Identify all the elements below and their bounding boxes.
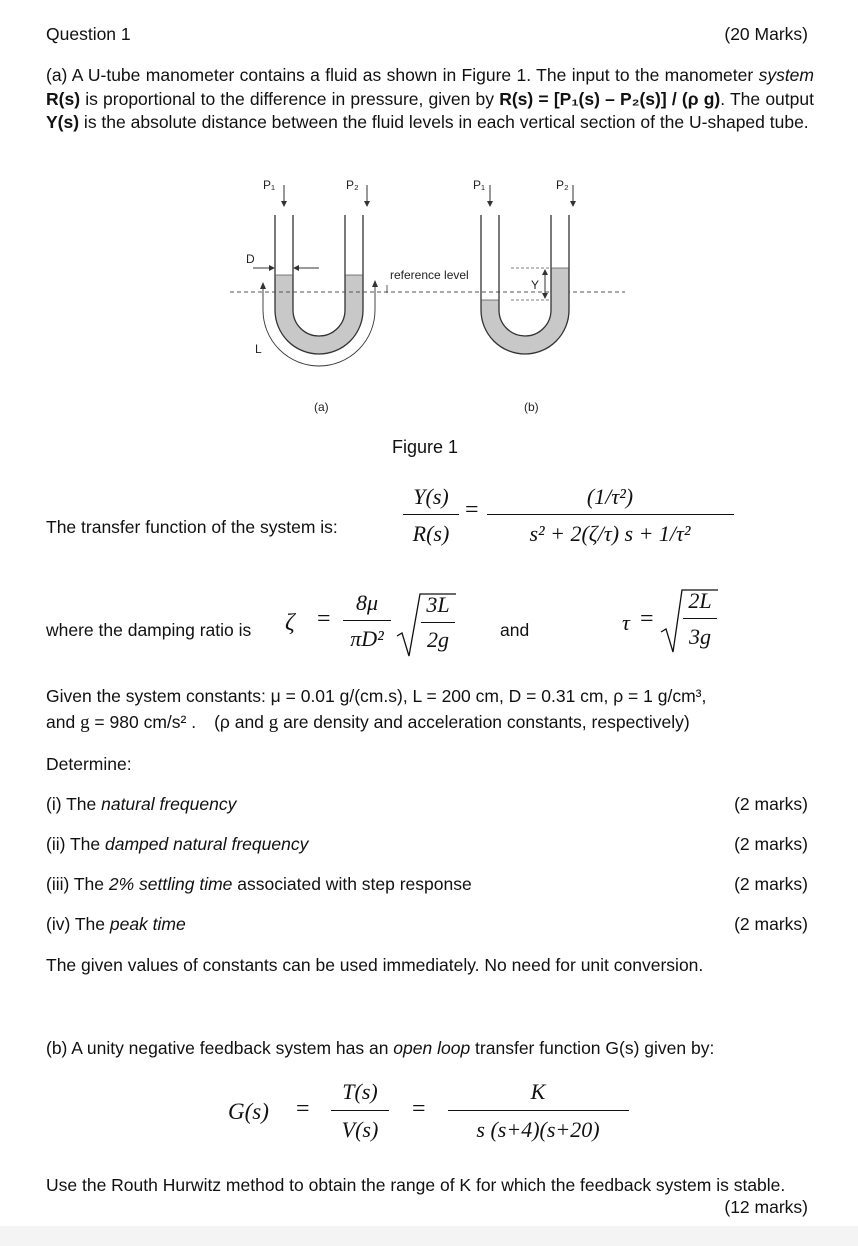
g-eq1: =	[296, 1096, 310, 1122]
and-word: and	[500, 620, 530, 640]
fig-sub-b: (b)	[524, 400, 539, 414]
zeta-equals: =	[317, 606, 331, 632]
question-title: Question 1	[46, 24, 131, 44]
g-eq2: =	[412, 1096, 426, 1122]
part-a-intro: (a) A U-tube manometer contains a fluid as shown in Figure 1. The input to the manometer system R(s) is proportional to the difference in pressure, given by R(s) = [P₁(s) – P₂(s)] / (ρ g). The output Y(s) is the absolute distance between the fluid levels in each vertical section of the U-shaped tube.	[46, 65, 814, 132]
fig-p2-a: P₂	[346, 178, 359, 192]
fig-p1-b: P₁	[473, 178, 486, 192]
item-iv: (iv) The peak time	[46, 914, 186, 934]
tau-equals: =	[640, 606, 654, 632]
tf-label: The transfer function of the system is:	[46, 517, 338, 537]
g-den1: V(s)	[341, 1117, 379, 1142]
page-bottom-edge	[0, 1226, 858, 1246]
u-tube-figure	[215, 165, 635, 425]
tf-equals: =	[465, 497, 479, 523]
item-i-marks: (2 marks)	[734, 794, 808, 814]
fig-label-d: D	[246, 252, 255, 266]
item-ii-marks: (2 marks)	[734, 834, 808, 854]
zeta-den: πD²	[350, 626, 384, 651]
item-iv-marks: (2 marks)	[734, 914, 808, 934]
note: The given values of constants can be used immediately. No need for unit conversion.	[46, 955, 704, 975]
fig-p2-b: P₂	[556, 178, 569, 192]
g-num1: T(s)	[342, 1079, 378, 1104]
tube-b	[481, 185, 576, 354]
item-i: (i) The natural frequency	[46, 794, 237, 814]
figure-caption: Figure 1	[392, 437, 459, 457]
zeta-sqrt-den: 2g	[427, 627, 449, 652]
part-b-marks: (12 marks)	[724, 1197, 808, 1217]
g-den2: s (s+4)(s+20)	[476, 1117, 600, 1142]
item-iii-marks: (2 marks)	[734, 874, 808, 894]
fig-reference-label: reference level	[390, 268, 469, 282]
g-num2: K	[530, 1079, 546, 1104]
g-lhs: G(s)	[228, 1099, 269, 1124]
zeta-symbol: ζ	[285, 610, 295, 636]
tf-den-left: R(s)	[412, 521, 450, 546]
constants-line-2: and g = 980 cm/s² . (ρ and g are density and acceleration constants, respectively)	[46, 712, 690, 733]
tau-sqrt-den: 3g	[689, 624, 711, 649]
fig-p1-a: P₁	[263, 178, 276, 192]
zeta-num: 8μ	[355, 590, 379, 615]
fig-label-l: L	[255, 342, 262, 356]
part-b-intro: (b) A unity negative feedback system has an open loop transfer function G(s) given by:	[46, 1038, 715, 1058]
routh-instruction: Use the Routh Hurwitz method to obtain the range of K for which the feedback system is stable.	[46, 1175, 786, 1195]
zeta-sqrt-num: 3L	[426, 592, 450, 617]
item-ii: (ii) The damped natural frequency	[46, 834, 309, 854]
tf-den-right: s² + 2(ζ/τ) s + 1/τ²	[529, 521, 691, 546]
tau-symbol: τ	[622, 610, 630, 635]
constants-line-1: Given the system constants: μ = 0.01 g/(cm.s), L = 200 cm, D = 0.31 cm, ρ = 1 g/cm³,	[46, 686, 707, 706]
tf-num-right: (1/τ²)	[586, 484, 634, 509]
tau-sqrt-num: 2L	[688, 588, 712, 613]
question-marks: (20 Marks)	[724, 24, 808, 44]
fig-sub-a: (a)	[314, 400, 329, 414]
tf-num-left: Y(s)	[413, 484, 449, 509]
tube-a	[253, 185, 378, 366]
fig-label-y: Y	[531, 278, 540, 292]
determine-label: Determine:	[46, 754, 132, 774]
damping-label: where the damping ratio is	[46, 620, 252, 640]
item-iii: (iii) The 2% settling time associated with step response	[46, 874, 472, 894]
